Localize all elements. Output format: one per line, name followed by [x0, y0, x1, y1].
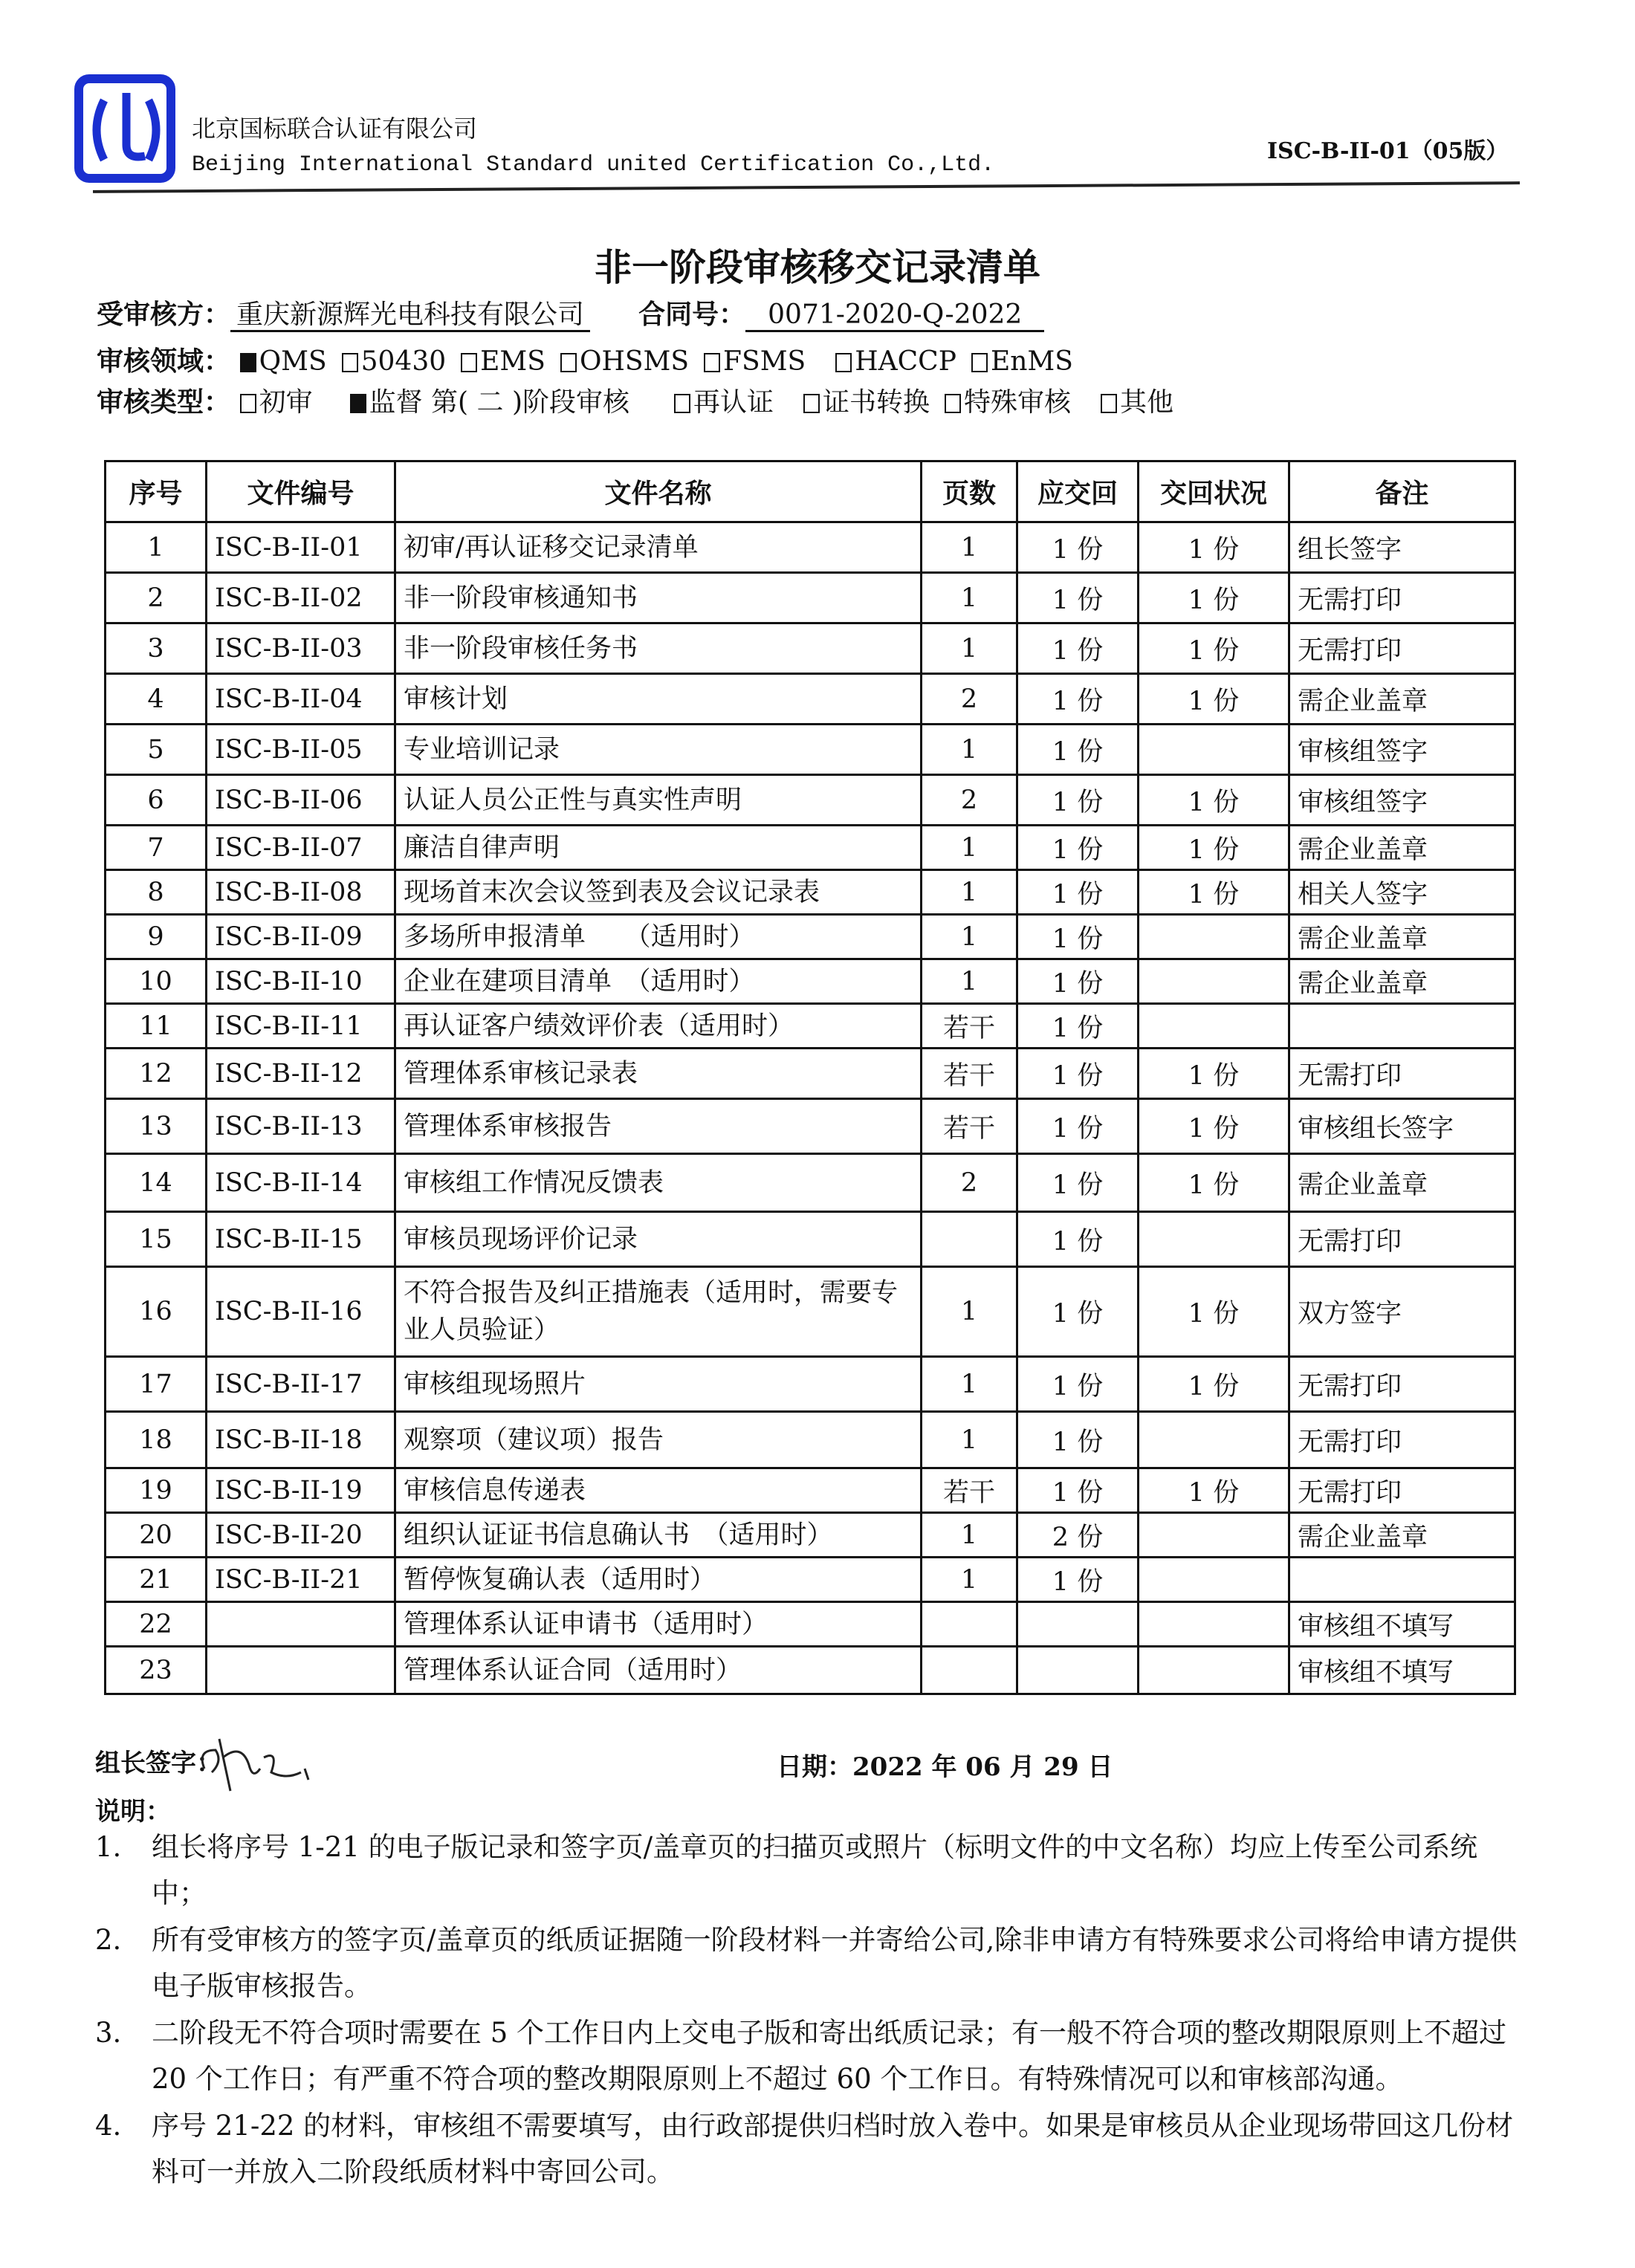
return-status: [1139, 1558, 1289, 1602]
note-number: 3.: [95, 2017, 122, 2049]
file-name: 廉洁自律声明: [395, 826, 922, 870]
transfer-records-table: [104, 460, 1516, 1695]
remarks: 无需打印: [1289, 1212, 1515, 1267]
row-number: 21: [106, 1558, 207, 1602]
file-code: ISC-B-II-16: [207, 1267, 395, 1357]
column-header: 备注: [1289, 461, 1515, 522]
option-domains-0: [240, 346, 327, 377]
file-name: 现场首末次会议签到表及会议记录表: [395, 870, 922, 915]
file-name: 管理体系审核报告: [395, 1099, 922, 1154]
return-status: 1 份: [1139, 775, 1289, 826]
option-domains-2: [461, 346, 545, 377]
return-status: 1 份: [1139, 623, 1289, 674]
page-count: 若干: [922, 1468, 1017, 1513]
page-count: 1: [922, 1412, 1017, 1468]
remarks: 需企业盖章: [1289, 959, 1515, 1004]
table-row: [106, 1558, 1515, 1602]
row-number: 13: [106, 1099, 207, 1154]
file-code: ISC-B-II-20: [207, 1513, 395, 1558]
file-code: ISC-B-II-04: [207, 674, 395, 725]
file-code: ISC-B-II-07: [207, 826, 395, 870]
row-number: 23: [106, 1647, 207, 1694]
file-name: 暂停恢复确认表（适用时）: [395, 1558, 922, 1602]
file-code: ISC-B-II-06: [207, 775, 395, 826]
table-row: [106, 623, 1515, 674]
copies-due: 1 份: [1017, 1412, 1139, 1468]
page-count: 若干: [922, 1099, 1017, 1154]
file-code: ISC-B-II-13: [207, 1099, 395, 1154]
remarks: 无需打印: [1289, 1468, 1515, 1513]
table-row: [106, 1647, 1515, 1694]
company-name-cn: 北京国标联合认证有限公司: [192, 114, 478, 143]
notes-label: 说明：: [95, 1797, 171, 1827]
page-count: 1: [922, 573, 1017, 623]
page-count: 1: [922, 1513, 1017, 1558]
copies-due: 1 份: [1017, 623, 1139, 674]
note-item: [95, 1917, 1529, 2009]
table-row: [106, 1004, 1515, 1049]
copies-due: 1 份: [1017, 522, 1139, 573]
return-status: 1 份: [1139, 870, 1289, 915]
file-name: 企业在建项目清单 （适用时）: [395, 959, 922, 1004]
page-count: 若干: [922, 1004, 1017, 1049]
company-name-en: Beijing International Standard united Certification Co.,Ltd.: [192, 152, 995, 178]
return-status: 1 份: [1139, 1267, 1289, 1357]
remarks: 无需打印: [1289, 1357, 1515, 1412]
remarks: 相关人签字: [1289, 870, 1515, 915]
return-status: [1139, 1212, 1289, 1267]
audit-domain-line: [97, 340, 1073, 378]
copies-due: 1 份: [1017, 725, 1139, 775]
contract-label: 合同号：: [638, 299, 746, 330]
table-row: [106, 959, 1515, 1004]
copies-due: 1 份: [1017, 1154, 1139, 1212]
remarks: 审核组签字: [1289, 775, 1515, 826]
table-row: [106, 826, 1515, 870]
note-text: 组长将序号 1-21 的电子版记录和签字页/盖章页的扫描页或照片（标明文件的中文名称）均应上传至公司系统中；: [152, 1831, 1478, 1909]
option-domains-1: [342, 346, 447, 377]
file-code: ISC-B-II-11: [207, 1004, 395, 1049]
column-header: 序号: [106, 461, 207, 522]
copies-due: 1 份: [1017, 1468, 1139, 1513]
return-status: [1139, 1513, 1289, 1558]
checkbox[interactable]: [461, 353, 477, 372]
note-text: 序号 21-22 的材料，审核组不需要填写，由行政部提供归档时放入卷中。如果是审核员从企业现场带回这几份材料可一并放入二阶段纸质材料中寄回公司。: [152, 2110, 1514, 2188]
file-code: ISC-B-II-12: [207, 1049, 395, 1099]
option-types-2: [674, 387, 774, 418]
return-status: 1 份: [1139, 522, 1289, 573]
file-name: 非一阶段审核通知书: [395, 573, 922, 623]
row-number: 14: [106, 1154, 207, 1212]
table-row: [106, 1468, 1515, 1513]
remarks: 无需打印: [1289, 1412, 1515, 1468]
return-status: [1139, 1647, 1289, 1694]
table-row: [106, 573, 1515, 623]
remarks: 审核组不填写: [1289, 1647, 1515, 1694]
return-status: 1 份: [1139, 1049, 1289, 1099]
file-name: 组织认证证书信息确认书 （适用时）: [395, 1513, 922, 1558]
note-number: 1.: [95, 1831, 122, 1863]
note-number: 2.: [95, 1924, 122, 1956]
option-label: HACCP: [855, 346, 956, 377]
handwritten-signature: [190, 1728, 316, 1795]
page-count: 1: [922, 725, 1017, 775]
row-number: 19: [106, 1468, 207, 1513]
file-code: ISC-B-II-01: [207, 522, 395, 573]
option-label: 50430: [360, 346, 447, 377]
remarks: 无需打印: [1289, 1049, 1515, 1099]
row-number: 12: [106, 1049, 207, 1099]
return-status: [1139, 1412, 1289, 1468]
checkbox[interactable]: [240, 394, 256, 413]
page-count: [922, 1647, 1017, 1694]
remarks: 组长签字: [1289, 522, 1515, 573]
page-count: 1: [922, 1267, 1017, 1357]
option-label: 初审: [259, 387, 313, 418]
page-count: 1: [922, 623, 1017, 674]
remarks: 需企业盖章: [1289, 1154, 1515, 1212]
page-count: 2: [922, 1154, 1017, 1212]
checkbox[interactable]: [803, 394, 820, 413]
file-code: ISC-B-II-02: [207, 573, 395, 623]
file-code: ISC-B-II-18: [207, 1412, 395, 1468]
auditee-label: 受审核方：: [97, 299, 231, 330]
note-text: 二阶段无不符合项时需要在 5 个工作日内上交电子版和寄出纸质记录；有一般不符合项的整改期限原则上不超过 20 个工作日；有严重不符合项的整改期限原则上不超过 60 个工作日。有特殊情况可以和审核部沟通。: [152, 2017, 1507, 2095]
table-row: [106, 870, 1515, 915]
copies-due: 1 份: [1017, 1099, 1139, 1154]
copies-due: 1 份: [1017, 775, 1139, 826]
page-count: [922, 1212, 1017, 1267]
row-number: 4: [106, 674, 207, 725]
row-number: 2: [106, 573, 207, 623]
return-status: 1 份: [1139, 1154, 1289, 1212]
copies-due: 1 份: [1017, 826, 1139, 870]
table-row: [106, 1357, 1515, 1412]
page-count: 1: [922, 870, 1017, 915]
option-label: 特殊审核: [964, 387, 1072, 418]
file-name: 审核员现场评价记录: [395, 1212, 922, 1267]
auditee-line: [97, 294, 1044, 331]
remarks: [1289, 1004, 1515, 1049]
option-label: QMS: [259, 346, 327, 377]
type-label: 审核类型：: [97, 386, 231, 418]
return-status: 1 份: [1139, 1468, 1289, 1513]
date: 日期：2022 年 06 月 29 日: [777, 1752, 1113, 1782]
file-name: 初审/再认证移交记录清单: [395, 522, 922, 573]
option-domains-5: [835, 346, 956, 377]
remarks: 审核组长签字: [1289, 1099, 1515, 1154]
row-number: 11: [106, 1004, 207, 1049]
copies-due: 1 份: [1017, 1212, 1139, 1267]
copies-due: 1 份: [1017, 1558, 1139, 1602]
remarks: 审核组不填写: [1289, 1602, 1515, 1647]
page-count: 1: [922, 959, 1017, 1004]
page-count: 2: [922, 674, 1017, 725]
row-number: 15: [106, 1212, 207, 1267]
file-code: ISC-B-II-14: [207, 1154, 395, 1212]
checkbox[interactable]: [674, 394, 690, 413]
table-row: [106, 775, 1515, 826]
column-header: 文件名称: [395, 461, 922, 522]
auditee-value: 重庆新源辉光电科技有限公司: [230, 299, 590, 332]
note-item: [95, 2010, 1529, 2102]
checkbox[interactable]: [1101, 394, 1117, 413]
file-name: 管理体系认证申请书（适用时）: [395, 1602, 922, 1647]
table-row: [106, 1513, 1515, 1558]
table-row: [106, 522, 1515, 573]
option-label: EMS: [480, 346, 545, 377]
file-name: 非一阶段审核任务书: [395, 623, 922, 674]
remarks: 无需打印: [1289, 573, 1515, 623]
file-name: 多场所申报清单 （适用时）: [395, 915, 922, 959]
checkbox[interactable]: [342, 353, 358, 372]
row-number: 1: [106, 522, 207, 573]
file-name: 管理体系审核记录表: [395, 1049, 922, 1099]
copies-due: 1 份: [1017, 573, 1139, 623]
option-label: 其他: [1120, 387, 1174, 418]
contract-value: 0071-2020-Q-2022: [745, 299, 1044, 332]
row-number: 9: [106, 915, 207, 959]
file-code: ISC-B-II-15: [207, 1212, 395, 1267]
option-label: EnMS: [990, 346, 1073, 377]
return-status: 1 份: [1139, 1357, 1289, 1412]
column-header: 页数: [922, 461, 1017, 522]
table-header-row: [106, 461, 1515, 522]
file-code: ISC-B-II-03: [207, 623, 395, 674]
row-number: 3: [106, 623, 207, 674]
table-row: [106, 1212, 1515, 1267]
copies-due: 1 份: [1017, 915, 1139, 959]
file-name: 专业培训记录: [395, 725, 922, 775]
checkbox[interactable]: [704, 353, 720, 372]
page-title: 非一阶段审核移交记录清单: [595, 246, 1040, 289]
option-types-4: [945, 387, 1071, 418]
file-name: 审核组工作情况反馈表: [395, 1154, 922, 1212]
copies-due: 1 份: [1017, 1049, 1139, 1099]
note-number: 4.: [95, 2110, 122, 2142]
leader-signature-label: 组长签字：: [95, 1749, 221, 1778]
checkbox[interactable]: [971, 353, 988, 372]
table-row: [106, 915, 1515, 959]
file-code: ISC-B-II-17: [207, 1357, 395, 1412]
file-name: 审核组现场照片: [395, 1357, 922, 1412]
table-row: [106, 725, 1515, 775]
row-number: 7: [106, 826, 207, 870]
company-logo: [74, 74, 178, 186]
page-count: [922, 1602, 1017, 1647]
return-status: [1139, 725, 1289, 775]
return-status: 1 份: [1139, 674, 1289, 725]
file-code: ISC-B-II-05: [207, 725, 395, 775]
return-status: [1139, 915, 1289, 959]
checkbox[interactable]: [945, 394, 961, 413]
remarks: 需企业盖章: [1289, 674, 1515, 725]
copies-due: 1 份: [1017, 1357, 1139, 1412]
note-item: [95, 1824, 1529, 1917]
option-label: 监督 第( 二 )阶段审核: [369, 387, 629, 418]
file-name: 观察项（建议项）报告: [395, 1412, 922, 1468]
table-row: [106, 674, 1515, 725]
remarks: 审核组签字: [1289, 725, 1515, 775]
header-divider: [93, 181, 1520, 193]
row-number: 17: [106, 1357, 207, 1412]
row-number: 16: [106, 1267, 207, 1357]
remarks: 双方签字: [1289, 1267, 1515, 1357]
file-name: 审核信息传递表: [395, 1468, 922, 1513]
table-row: [106, 1412, 1515, 1468]
remarks: [1289, 1558, 1515, 1602]
note-item: [95, 2103, 1529, 2195]
note-text: 所有受审核方的签字页/盖章页的纸质证据随一阶段材料一并寄给公司,除非申请方有特殊要求公司将给申请方提供电子版审核报告。: [152, 1924, 1518, 2002]
table-row: [106, 1049, 1515, 1099]
copies-due: 2 份: [1017, 1513, 1139, 1558]
page-count: 1: [922, 1558, 1017, 1602]
form-code: ISC-B-II-01（05版）: [1267, 138, 1509, 164]
file-name: 不符合报告及纠正措施表（适用时，需要专业人员验证）: [395, 1267, 922, 1357]
return-status: [1139, 1602, 1289, 1647]
row-number: 10: [106, 959, 207, 1004]
return-status: 1 份: [1139, 573, 1289, 623]
checkbox[interactable]: [350, 394, 366, 413]
copies-due: [1017, 1647, 1139, 1694]
table-row: [106, 1267, 1515, 1357]
page-count: 1: [922, 1357, 1017, 1412]
return-status: 1 份: [1139, 826, 1289, 870]
file-name: 审核计划: [395, 674, 922, 725]
copies-due: [1017, 1602, 1139, 1647]
page-count: 1: [922, 915, 1017, 959]
row-number: 22: [106, 1602, 207, 1647]
domain-label: 审核领域：: [97, 346, 231, 377]
column-header: 文件编号: [207, 461, 395, 522]
file-code: ISC-B-II-19: [207, 1468, 395, 1513]
file-code: [207, 1647, 395, 1694]
checkbox[interactable]: [560, 353, 577, 372]
page-count: 1: [922, 826, 1017, 870]
option-types-1: [350, 387, 629, 418]
remarks: 需企业盖章: [1289, 915, 1515, 959]
file-name: 管理体系认证合同（适用时）: [395, 1647, 922, 1694]
option-types-0: [240, 387, 313, 418]
page-count: 若干: [922, 1049, 1017, 1099]
copies-due: 1 份: [1017, 870, 1139, 915]
copies-due: 1 份: [1017, 1004, 1139, 1049]
remarks: 无需打印: [1289, 623, 1515, 674]
row-number: 18: [106, 1412, 207, 1468]
option-types-3: [803, 387, 930, 418]
option-types-5: [1101, 387, 1173, 418]
option-label: 再认证: [693, 387, 774, 418]
option-label: FSMS: [723, 346, 806, 377]
file-code: ISC-B-II-08: [207, 870, 395, 915]
file-code: [207, 1602, 395, 1647]
table-row: [106, 1154, 1515, 1212]
option-label: 证书转换: [823, 387, 930, 418]
row-number: 6: [106, 775, 207, 826]
return-status: [1139, 1004, 1289, 1049]
option-domains-6: [971, 346, 1073, 377]
column-header: 应交回: [1017, 461, 1139, 522]
return-status: [1139, 959, 1289, 1004]
copies-due: 1 份: [1017, 1267, 1139, 1357]
file-code: ISC-B-II-21: [207, 1558, 395, 1602]
checkbox[interactable]: [835, 353, 852, 372]
file-code: ISC-B-II-09: [207, 915, 395, 959]
file-name: 再认证客户绩效评价表（适用时）: [395, 1004, 922, 1049]
option-domains-4: [704, 346, 806, 377]
audit-type-line: [97, 381, 1173, 419]
remarks: 需企业盖章: [1289, 1513, 1515, 1558]
checkbox[interactable]: [240, 353, 256, 372]
row-number: 5: [106, 725, 207, 775]
return-status: 1 份: [1139, 1099, 1289, 1154]
page-count: 1: [922, 522, 1017, 573]
table-row: [106, 1602, 1515, 1647]
column-header: 交回状况: [1139, 461, 1289, 522]
file-code: ISC-B-II-10: [207, 959, 395, 1004]
copies-due: 1 份: [1017, 959, 1139, 1004]
table-row: [106, 1099, 1515, 1154]
option-domains-3: [560, 346, 689, 377]
copies-due: 1 份: [1017, 674, 1139, 725]
row-number: 20: [106, 1513, 207, 1558]
row-number: 8: [106, 870, 207, 915]
remarks: 需企业盖章: [1289, 826, 1515, 870]
option-label: OHSMS: [579, 346, 690, 377]
page-count: 2: [922, 775, 1017, 826]
file-name: 认证人员公正性与真实性声明: [395, 775, 922, 826]
